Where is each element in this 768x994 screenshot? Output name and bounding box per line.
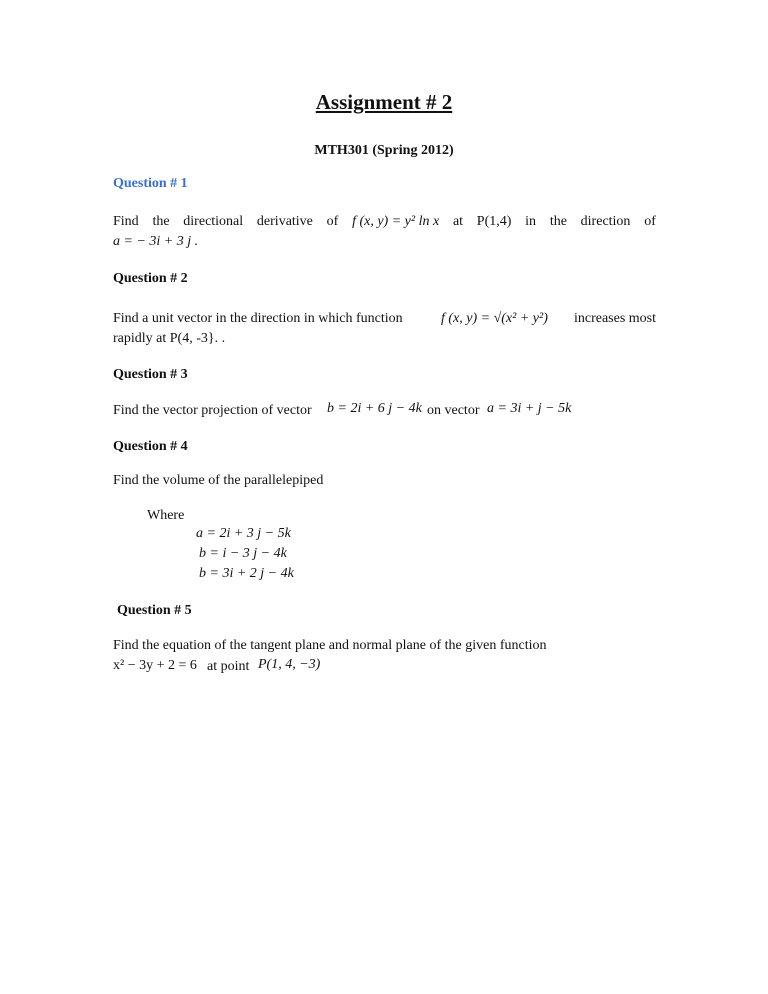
page-title: Assignment # 2: [315, 90, 453, 114]
q1-word: of: [644, 214, 656, 229]
q2-text-a: Find a unit vector in the direction in which function: [113, 311, 403, 326]
question-1-heading: Question # 1: [113, 176, 188, 191]
q2-function: [441, 311, 548, 327]
q1-word: Find: [113, 214, 139, 229]
q4-equation-2: b = i − 3 j − 4k: [199, 546, 287, 561]
q1-word: derivative: [256, 214, 313, 229]
q5-at-point: at point: [207, 659, 250, 674]
q1-word: P(1,4): [476, 214, 512, 229]
q3-vector-b: b = 2i + 6 j − 4k: [327, 401, 422, 416]
q5-text: Find the equation of the tangent plane and normal plane of the given function: [113, 638, 547, 653]
q2-function-text: f (x, y) = √(x² + y²): [441, 311, 548, 326]
q1-word: the: [549, 214, 567, 229]
q1-word: the: [152, 214, 170, 229]
q1-word: directional: [183, 214, 244, 229]
question-5-heading: Question # 5: [117, 603, 192, 618]
q1-direction-vector: a = − 3i + 3 j .: [113, 234, 199, 249]
q1-word: in: [525, 214, 537, 229]
q1-word: of: [326, 214, 339, 229]
question-1-line-1: [113, 214, 656, 230]
q4-equation-3: b = 3i + 2 j − 4k: [199, 566, 294, 581]
q1-function: f (x, y) = y² ln x: [352, 214, 440, 229]
q3-text-a: Find the vector projection of vector: [113, 403, 312, 418]
q1-word: at: [452, 214, 464, 229]
q3-text-b: on vector: [427, 403, 480, 418]
q2-text-c: rapidly at P(4, -3}. .: [113, 331, 226, 346]
q5-equation: x² − 3y + 2 = 6: [113, 658, 197, 673]
q4-equation-1: a = 2i + 3 j − 5k: [196, 526, 291, 541]
question-2-heading: Question # 2: [113, 271, 188, 286]
question-3-heading: Question # 3: [113, 367, 188, 382]
q4-text: Find the volume of the parallelepiped: [113, 473, 324, 488]
course-subtitle: MTH301 (Spring 2012): [314, 143, 454, 158]
q3-vector-a: a = 3i + j − 5k: [487, 401, 572, 416]
q1-word: direction: [580, 214, 631, 229]
q4-where: Where: [147, 508, 185, 523]
q2-text-b: increases most: [573, 311, 656, 326]
q5-point: P(1, 4, −3): [258, 657, 321, 672]
question-4-heading: Question # 4: [113, 439, 188, 454]
